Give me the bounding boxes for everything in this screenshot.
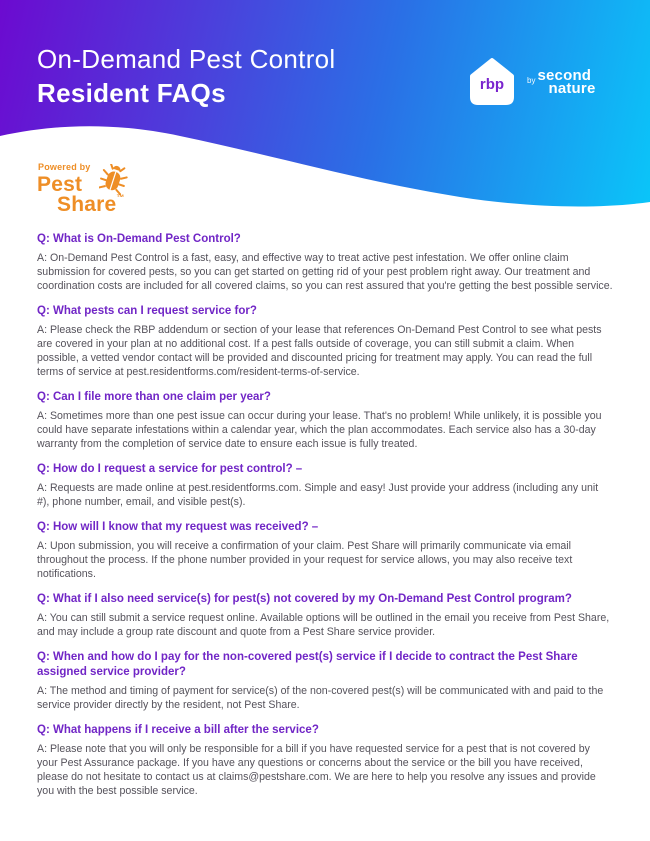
by-label: by [527,76,536,85]
rbp-house-badge-icon [466,56,518,108]
powered-by-label: Powered by [38,162,91,172]
pest-share-word1: Pest [37,173,83,196]
faq-answer: A: The method and timing of payment for service(s) of the non-covered pest(s) will be communicated with and paid to the service provider directly by the resident, not Pest Share. [37,685,604,711]
faq-answer: A: Please note that you will only be responsible for a bill if you have requested service for a pest that is not covered by your Pest Assurance package. If you have any questions or concerns about the service or the bill you have received, please do not hesitate to contact us at claims@pestshare.com. We are here to help you resolve any issues and provide you with the best possible service. [37,743,596,797]
faq-answer: A: You can still submit a service request online. Available options will be outlined in the email you receive from Pest Share, and may include a group rate discount and quote from a Pest Share service provider. [37,612,610,638]
faq-answer: A: Please check the RBP addendum or section of your lease that references On-Demand Pest Control to see what pests are covered in your plan at no additional cost. If a pest falls outside of coverage, you can still submit a claim. When possible, a vetted vendor contact will be provided and discounted pricing for treatment may apply. You can read the full terms of service at pest.residentforms.com/resident-terms-of-service. [37,324,602,378]
faq-question: Q: What happens if I receive a bill after the service? [37,724,319,736]
faq-item [37,520,613,581]
faq-item [37,592,613,639]
second-nature-word2: nature [548,80,596,97]
rbp-badge-text: rbp [479,76,505,93]
page-title [37,42,336,110]
page-header [0,0,650,222]
rbp-second-nature-logo [466,56,596,108]
faq-item [37,304,613,379]
faq-list [0,222,650,798]
second-nature-wordmark [527,69,596,95]
faq-answer: A: Upon submission, you will receive a confirmation of your claim. Pest Share will primarily communicate via email throughout the process. If the phone number provided in your request for service allows, you may also receive text notifications. [37,540,573,580]
faq-question: Q: What is On-Demand Pest Control? [37,233,241,245]
faq-item [37,232,613,293]
faq-question: Q: What if I also need service(s) for pest(s) not covered by my On-Demand Pest Control program? [37,593,572,605]
page-title-line1: On-Demand Pest Control [37,44,336,74]
pest-share-word2: Share™ [57,193,125,216]
faq-question: Q: How do I request a service for pest control? – [37,463,303,475]
faq-question: Q: Can I file more than one claim per year? [37,391,271,403]
faq-item [37,650,613,712]
faq-item [37,723,613,798]
faq-question: Q: When and how do I pay for the non-covered pest(s) service if I decide to contract the Pest Share assigned service provider? [37,651,578,678]
faq-question: Q: How will I know that my request was received? – [37,521,319,533]
second-nature-word1: second [537,67,592,84]
page-title-line2: Resident FAQs [37,78,226,108]
faq-answer: A: Sometimes more than one pest issue can occur during your lease. That's no problem! While unlikely, it is possible you could have separate infestations within a calendar year, which the plan accommodates. Each service also has a 30-day warranty from the completion of service date to ensure each issue is fully treated. [37,410,602,450]
trademark-symbol: ™ [116,193,125,202]
faq-item [37,390,613,451]
beetle-icon [99,164,131,198]
faq-answer: A: On-Demand Pest Control is a fast, easy, and effective way to treat active pest infestation. We offer online claim submission for covered pests, so you can get started on getting rid of your pest problem right away. Our treatment and coordination costs are included for all covered claims, so you can rest assured that you're getting the best possible service. [37,252,613,292]
pest-share-logo [37,162,157,222]
faq-item [37,462,613,509]
faq-question: Q: What pests can I request service for? [37,305,257,317]
faq-answer: A: Requests are made online at pest.residentforms.com. Simple and easy! Just provide your address (including any unit #), phone number, email, and visible pest(s). [37,482,599,508]
